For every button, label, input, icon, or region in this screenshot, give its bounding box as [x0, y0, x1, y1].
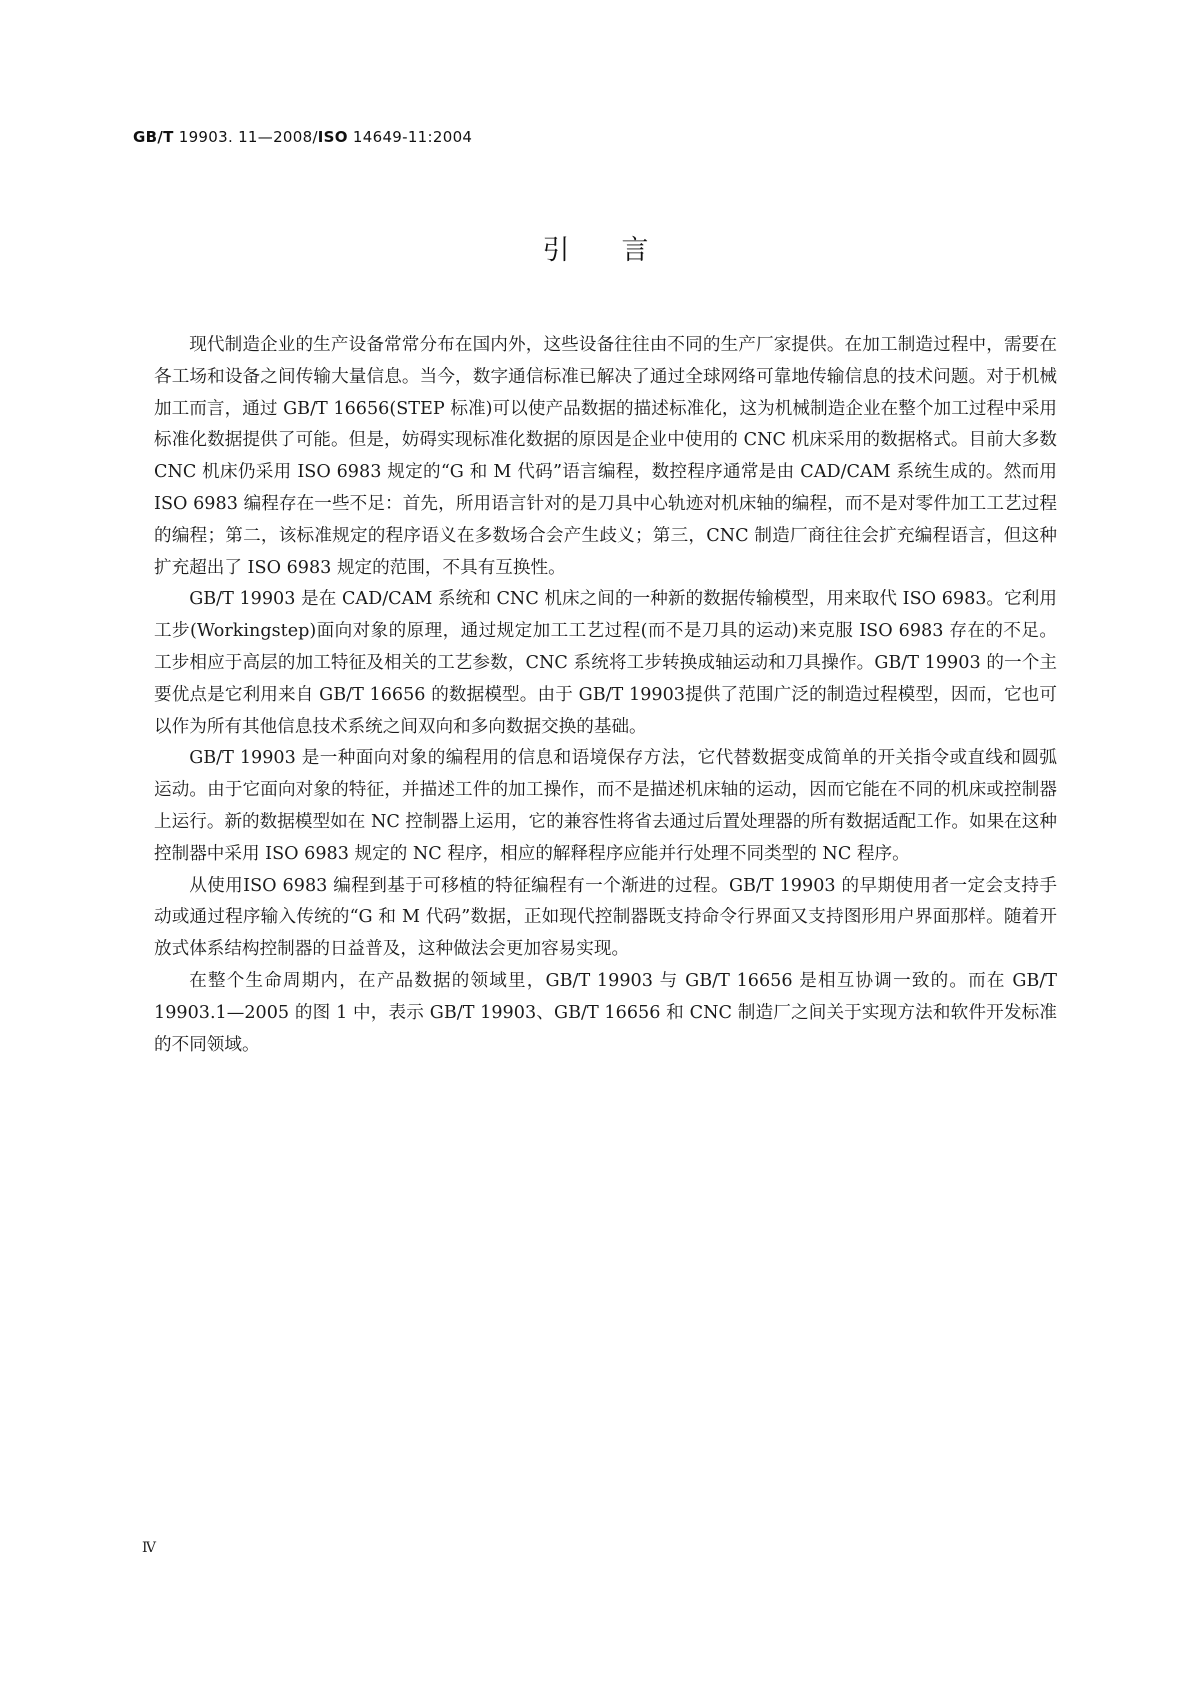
introduction-body: [154, 330, 1057, 1061]
standard-gb-number: 19903. 11—2008/: [173, 128, 318, 146]
paragraph: 在整个生命周期内，在产品数据的领域里，GB/T 19903 与 GB/T 16656 是相互协调一致的。而在 GB/T 19903.1—2005 的图 1 中，表示 GB/T 19903、GB/T 16656 和 CNC 制造厂之间关于实现方法和软件开发标准的不同领域。: [154, 970, 1057, 1055]
standard-number-header: [133, 128, 472, 146]
standard-iso-prefix: ISO: [317, 128, 348, 146]
paragraph: 现代制造企业的生产设备常常分布在国内外，这些设备往往由不同的生产厂家提供。在加工制造过程中，需要在各工场和设备之间传输大量信息。当今，数字通信标准已解决了通过全球网络可靠地传输信息的技术问题。对于机械加工而言，通过 GB/T 16656(STEP 标准)可以使产品数据的描述标准化，这为机械制造企业在整个加工过程中采用标准化数据提供了可能。但是，妨碍实现标准化数据的原因是企业中使用的 CNC 机床采用的数据格式。目前大多数 CNC 机床仍采用 ISO 6983 规定的“G 和 M 代码”语言编程，数控程序通常是由 CAD/CAM 系统生成的。然而用 ISO 6983 编程存在一些不足：首先，所用语言针对的是刀具中心轨迹对机床轴的编程，而不是对零件加工工艺过程的编程；第二，该标准规定的程序语义在多数场合会产生歧义；第三，CNC 制造厂商往往会扩充编程语言，但这种扩充超出了 ISO 6983 规定的范围，不具有互换性。: [154, 335, 1057, 578]
standard-gb-prefix: GB/T: [133, 128, 174, 146]
paragraph: GB/T 19903 是一种面向对象的编程用的信息和语境保存方法，它代替数据变成简单的开关指令或直线和圆弧运动。由于它面向对象的特征，并描述工件的加工操作，而不是描述机床轴的运动，因而它能在不同的机床或控制器上运行。新的数据模型如在 NC 控制器上运用，它的兼容性将省去通过后置处理器的所有数据适配工作。如果在这种控制器中采用 ISO 6983 规定的 NC 程序，相应的解释程序应能并行处理不同类型的 NC 程序。: [154, 748, 1057, 864]
page-number: Ⅳ: [142, 1540, 156, 1556]
paragraph: 从使用ISO 6983 编程到基于可移植的特征编程有一个渐进的过程。GB/T 19903 的早期使用者一定会支持手动或通过程序输入传统的“G 和 M 代码”数据，正如现代控制器既支持命令行界面又支持图形用户界面那样。随着开放式体系结构控制器的日益普及，这种做法会更加容易实现。: [154, 875, 1057, 960]
page-title: 引言: [542, 235, 701, 266]
standard-iso-number: 14649-11:2004: [347, 128, 473, 146]
paragraph: GB/T 19903 是在 CAD/CAM 系统和 CNC 机床之间的一种新的数据传输模型，用来取代 ISO 6983。它利用工步(Workingstep)面向对象的原理，通过规定加工工艺过程(而不是刀具的运动)来克服 ISO 6983 存在的不足。工步相应于高层的加工特征及相关的工艺参数，CNC 系统将工步转换成轴运动和刀具操作。GB/T 19903 的一个主要优点是它利用来自 GB/T 16656 的数据模型。由于 GB/T 19903提供了范围广泛的制造过程模型，因而，它也可以作为所有其他信息技术系统之间双向和多向数据交换的基础。: [154, 589, 1057, 737]
